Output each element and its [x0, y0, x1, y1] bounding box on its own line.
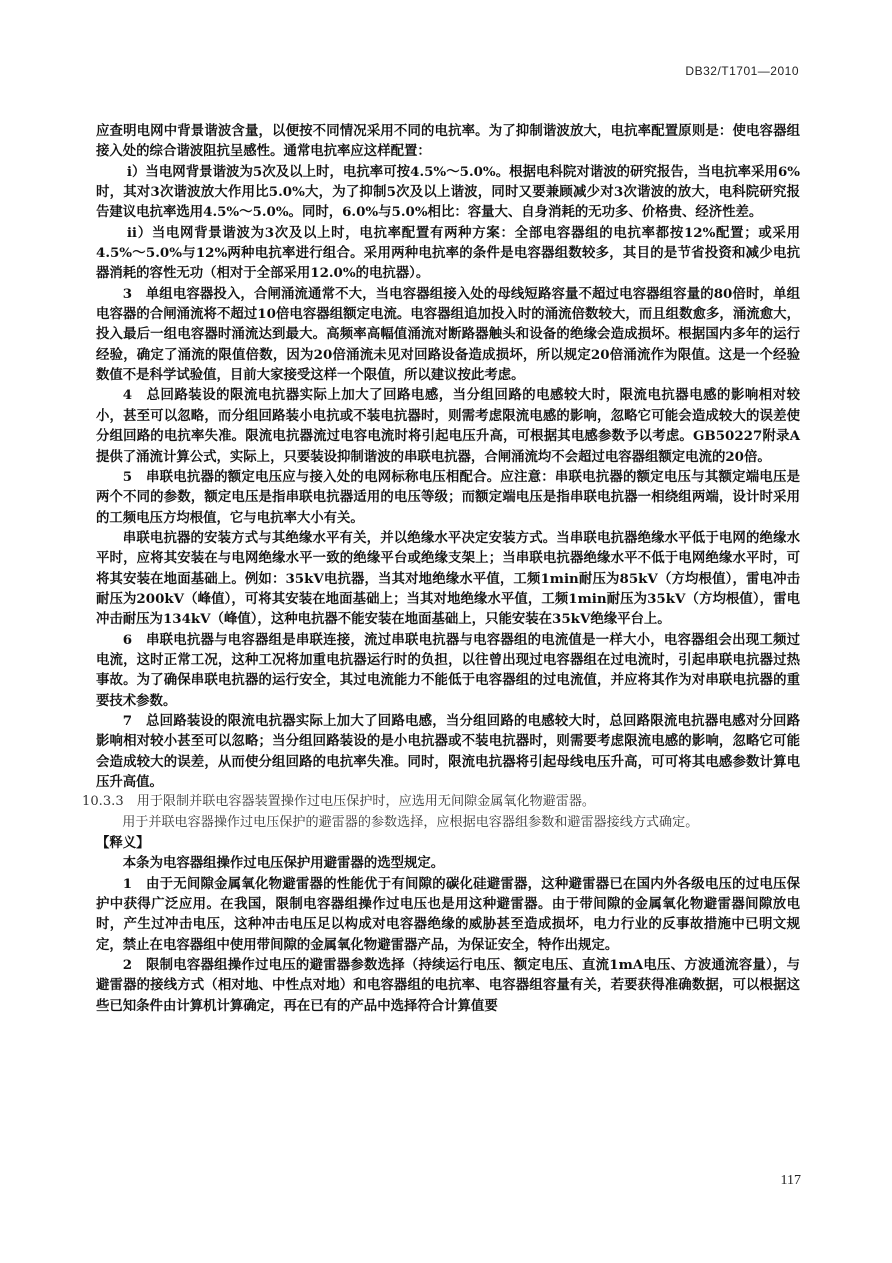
- paragraph-6: 6 串联电抗器与电容器组是串联连接，流过串联电抗器与电容器组的电流值是一样大小，电容器组会出现工频过电流，这时正常工况，这种工况将加重电抗器运行时的负担，以往曾出现过电容器组在过电流时，引起串联电抗器过热事故。为了确保串联电抗器的运行安全，其过电流能力不能低于电容器组的过电流值，并应将其作为对串联电抗器的重要技术参数。: [96, 631, 800, 709]
- explanation-paragraph-2: 2 限制电容器组操作过电压的避雷器参数选择（持续运行电压、额定电压、直流1mA电压、方波通流容量），与避雷器的接线方式（相对地、中性点对地）和电容器组的电抗率、电容器组容量有关，若要获得准确数据，可以根据这些已知条件由计算机计算确定，再在已有的产品中选择符合计算值要: [96, 957, 800, 1014]
- clause-body: 用于并联电容器操作过电压保护的避雷器的参数选择，应根据电容器组参数和避雷器接线方式确定。: [122, 814, 699, 830]
- paragraph-3: 3 单组电容器投入，合闸涌流通常不大，当电容器组接入处的母线短路容量不超过电容器组容量的80倍时，单组电容器的合闸涌流将不超过10倍电容器组额定电流。电容器组追加投入时的涌流倍数较大，而且组数愈多，涌流愈大，投入最后一组电容器时涌流达到最大。高频率高幅值涌流对断路器触头和设备的绝缘会造成损坏。根据国内多年的运行经验，确定了涌流的限值倍数，因为20倍涌流未见对回路设备造成损坏，所以规定20倍涌流作为限值。这是一个经验数值不是科学试验值，目前大家接受这样一个限值，所以建议按此考虑。: [96, 285, 800, 384]
- paragraph-intro: 应查明电网中背景谐波含量，以便按不同情况采用不同的电抗率。为了抑制谐波放大，电抗率配置原则是：使电容器组接入处的综合谐波阻抗呈感性。通常电抗率应这样配置：: [96, 123, 800, 160]
- clause-number: 10.3.3: [82, 794, 124, 810]
- paragraph-item-i: i）当电网背景谐波为5次及以上时，电抗率可按4.5%～5.0%。根据电科院对谐波的研究报告，当电抗率采用6%时，其对3次谐波放大作用比5.0%大，为了抑制5次及以上谐波，同时又要兼顾减少对3次谐波的放大，电科院研究报告建议电抗率选用4.5%～5.0%。同时，6.0%与5.0%相比：容量大、自身消耗的无功多、价格贵、经济性差。: [96, 163, 800, 221]
- clause-text: 用于限制并联电容器装置操作过电压保护时，应选用无间隙金属氧化物避雷器。: [136, 794, 596, 810]
- page-number: 117: [780, 1173, 801, 1188]
- paragraph-4: 4 总回路装设的限流电抗器实际上加大了回路电感，当分组回路的电感较大时，限流电抗器电感的影响相对较小，甚至可以忽略，而分组回路装小电抗或不装电抗器时，则需考虑限流电感的影响，忽略它可能会造成较大的误差使分组回路的电抗率失准。限流电抗器流过电容电流时将引起电压升高，可根据其电感参数予以考虑。GB50227附录A提供了涌流计算公式，实际上，只要装设抑制谐波的串联电抗器，合闸涌流均不会超过电容器组额定电流的20倍。: [96, 387, 800, 465]
- explanation-heading: 【释义】: [96, 835, 150, 852]
- paragraph-7: 7 总回路装设的限流电抗器实际上加大了回路电感，当分组回路的电感较大时，总回路限流电抗器电感对分回路影响相对较小甚至可以忽略；当分组回路装设的是小电抗器或不装电抗器时，则需要考虑限流电感的影响，忽略它可能会造成较大的误差，从而使分组回路的电抗率失准。同时，限流电抗器将引起母线电压升高，可可将其电感参数计算电压升高值。: [96, 712, 800, 790]
- page-body: [82, 121, 800, 1016]
- explanation-paragraph-1: 1 由于无间隙金属氧化物避雷器的性能优于有间隙的碳化硅避雷器，这种避雷器已在国内外各级电压的过电压保护中获得广泛应用。在我国，限制电容器组操作过电压也是用这种避雷器。由于带间隙的金属氧化物避雷器间隙放电时，产生过冲击电压，这种冲击电压足以构成对电容器绝缘的威胁甚至造成损坏，电力行业的反事故措施中已明文规定，禁止在电容器组中使用带间隙的金属氧化物避雷器产品，为保证安全，特作出规定。: [96, 875, 800, 953]
- paragraph-5: 5 串联电抗器的额定电压应与接入处的电网标称电压相配合。应注意：串联电抗器的额定电压与其额定端电压是两个不同的参数，额定电压是指串联电抗器适用的电压等级；而额定端电压是指串联电抗器一相绕组两端，设计时采用的工频电压方均根值，它与电抗率大小有关。: [96, 468, 800, 526]
- document-code: DB32/T1701—2010: [685, 64, 799, 78]
- explanation-paragraph-intro: 本条为电容器组操作过电压保护用避雷器的选型规定。: [122, 855, 445, 872]
- paragraph-item-ii: ii）当电网背景谐波为3次及以上时，电抗率配置有两种方案：全部电容器组的电抗率都按12%配置；或采用4.5%～5.0%与12%两种电抗率进行组合。采用两种电抗率的条件是电容器组数较多，其目的是节省投资和减少电抗器消耗的容性无功（相对于全部采用12.0%的电抗器）。: [96, 224, 800, 282]
- clause-10-3-3: [82, 792, 800, 812]
- paragraph-5-installation: 串联电抗器的安装方式与其绝缘水平有关，并以绝缘水平决定安装方式。当串联电抗器绝缘水平低于电网的绝缘水平时，应将其安装在与电网绝缘水平一致的绝缘平台或绝缘支架上；当串联电抗器绝缘水平不低于电网绝缘水平时，可将其安装在地面基础上。例如：35kV电抗器，当其对地绝缘水平值，工频1min耐压为85kV（方均根值），雷电冲击耐压为200kV（峰值），可将其安装在地面基础上；当其对地绝缘水平值，工频1min耐压为35kV（方均根值），雷电冲击耐压为134kV（峰值），这种电抗器不能安装在地面基础上，只能安装在35kV绝缘平台上。: [96, 529, 800, 628]
